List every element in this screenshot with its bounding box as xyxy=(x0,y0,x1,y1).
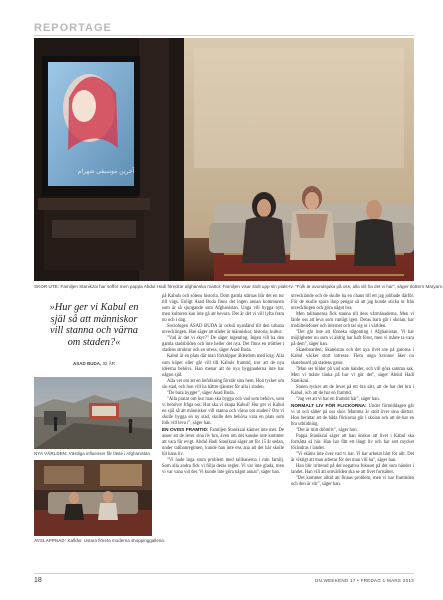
pull-quote: »Hur ger vi Kabul en själ så att människor vill stanna och värna om staden?« xyxy=(49,302,139,348)
main-photo xyxy=(34,38,414,281)
family-photo-caption xyxy=(34,538,165,543)
footer-publication-info: DN.WEEKEND 17 • FREDAG 1 MARS 2013 xyxy=(314,578,414,583)
page-number: 18 xyxy=(34,577,42,584)
body-column-1 xyxy=(162,294,284,552)
pull-quote-attribution-age: 32 ÅR xyxy=(102,361,116,366)
family-caption-label: AVSLAPPNAD: xyxy=(34,538,67,543)
section-label: REPORTAGE xyxy=(34,22,112,34)
body-paragraph: "Det är mitt drömliv", säger hon. xyxy=(296,428,358,434)
body-paragraph: Sociologen ASAD BUDA är också nyanländ till den urbana utvecklingen. Han säger att städer är människor, historia, kultur. xyxy=(162,324,284,336)
main-photo-caption-label: SKOR UTE: xyxy=(34,284,60,289)
body-paragraph: Kabul är en plats där man förknippar ålderdom med krig. Alla som köper eller går vill till Kabuls framtid, tror att de nya idéerna behövs. Han menar att de nya byggnaderna inte har någon själ. xyxy=(162,354,284,378)
body-paragraph: "Vi skäms inte över vad vi har. Vi har arbetat hårt för allt. Det är viktigt att man arbetar för det man vill ha", säger han. xyxy=(291,452,414,464)
main-photo-caption-text: Familjen Stanikzai har soffor men pappa Abdul Hadi föredrar afghanska mattor. Familjen visar stolt upp sin plakt-tv. "Folk är avundsjuka på oss, alla vill ha det vi har", säger dottern Maryam. xyxy=(60,284,443,289)
body-paragraph: "De bara bygger", säger Asad Buda. xyxy=(167,390,235,396)
body-text: Under förmiddagen går vi ut och sätter på oss skor. Mamma är stolt över sina döttrar. Hon berättar att de båda flickorna går i skolan och att de har en bra utbildning. xyxy=(291,403,415,427)
body-paragraph: Han blir irriterad på det negativa fokuset på det som händer i landet. Han vill att omvärlden ska se att livet fortsätter. xyxy=(291,464,414,476)
family-room-illustration xyxy=(34,460,152,536)
subhead: EN OVISS FRAMTID: xyxy=(162,427,209,433)
body-paragraph: Men talibanerna fick stanna till dess vårmånaderna. Men vi lärde oss att leva som vanligt igen. Deras barn går i skolan, har mobiltelefoner och internet och tar sig ut i världen. xyxy=(291,312,414,330)
body-column-2 xyxy=(291,294,414,552)
skateboard-photo-caption xyxy=(34,451,154,456)
body-paragraph: utvecklande och de skulle ha en chans till ett jag jobbade därför. För de skulle spara ihop pengar så att jag kunde sticka ut från utvecklingen och göra något bra. xyxy=(291,294,414,312)
header-rule xyxy=(34,35,414,36)
body-paragraph: "Vi hade inga stora problem med talibanerna i min familj. Som alla andra fick vi följa deras regler. Vi var inte glada, men vi var vana vid det. Vi kunde inte göra något annat", säger han. xyxy=(162,458,284,476)
family-photo xyxy=(34,460,152,536)
body-paragraph: "Jag vet att vi har en framtid här", säger han. xyxy=(296,396,380,402)
body-paragraph-with-subhead xyxy=(291,403,414,428)
family-caption-text: Kafkås: Ustara flöreta moderna shoppinggalleria. xyxy=(67,538,165,543)
body-paragraph: Sonen tycker att de lever på ett bra sätt, att de har det bra i Kabul, och att de har en framtid. xyxy=(291,384,414,396)
body-paragraph: på Kabuls och sötens historia. Dom gamla stårnas blir det en tur till vägs. Enligt Asad Buda finns det ingen annan kommunen som är så sjungande som Afghanistan. Unga vill bygga nytt, men kulturen kan inte gå att bevara. Det är det vi vill lyfta fram nu och i dag. xyxy=(162,294,284,324)
subhead: NORMALT LIV FÖR FLICKORNA: xyxy=(291,402,367,408)
body-paragraph-with-subhead xyxy=(162,427,284,458)
body-paragraph: "Man ser bilder på vad som händer, och vill göra samma sak. Men vi måste tänka på hur vi gör det", säger Abdul Hadi Stanikzai. xyxy=(291,366,414,384)
body-paragraph: Skateboarden, Skateistan och det nya livet ute på gatorna i Kabul väcker stort intresse. Flera unga kvinnor åker nu skateboard på stadens gator. xyxy=(291,348,414,366)
pull-quote-attribution-name: ASAD BUDA, xyxy=(72,361,102,366)
body-text: Familjen Stanikzai känner inte mer. De anser att de lever sina liv bra, även om det kanske inte kommer att vara för evigt. Abdul Hadi Stanikzai säger att för 15 år sedan, under talibanregimen, kunde han inte ens ana att det här skulle bli hans liv. xyxy=(162,428,284,458)
skateboard-caption-label: NYA VÄRLDEN: xyxy=(34,451,68,456)
tv-screen-caption: آخرین موسیقی شهرام xyxy=(77,168,135,175)
body-paragraph: Pappa Stanikzai säger att han önskar att livet i Kabul ska fortsätta så här. Han har fått ett långt liv och har sett mycket förändras i landet. xyxy=(291,434,414,452)
body-paragraph: Alla vet om att en befolkning förstår sina hem. Hon tycker om sin stad, och hon vill ha bättre tjänster för alla i staden. xyxy=(162,378,284,390)
skateboard-photo xyxy=(34,377,152,449)
skateboard-caption-text: Västliga influenser får fäste i Afghanistan. xyxy=(68,451,152,456)
body-paragraph: "Det går inte att förneka någonting i Afghanistan. Vi har möjligheter nu som vi aldrig har haft förut, men vi måste ta vara på dem", säger han. xyxy=(291,330,414,348)
living-room-illustration xyxy=(34,38,414,281)
body-paragraph: "Vad är det vi skyr?" De säger ingenting. Ingen vill ha den gamla stadsbilden och inte heller det nya. Det finns en trötthet i stadens struktur och en stress, säger Asad Buda. xyxy=(162,336,284,354)
body-paragraph: "Det kommer alltid att finnas problem, men vi har framtiden och den är vår", säger han. xyxy=(291,476,414,488)
footer-rule xyxy=(34,573,414,574)
body-paragraph: "Alla pratar om hur man ska bygga och vad som behövs, som vi behöver fråga oss: Hur ska vi skapa Kabul? Hur ger vi Kabul en själ så att människor vill stanna och värna om staden? Om vi skulle bygga en ny stad, skulle den behöva vara en plats som folk vill leva i", säger han. xyxy=(162,396,284,426)
skateboard-street-illustration xyxy=(34,377,152,449)
main-photo-caption xyxy=(34,284,443,289)
pull-quote-attribution xyxy=(48,361,140,366)
